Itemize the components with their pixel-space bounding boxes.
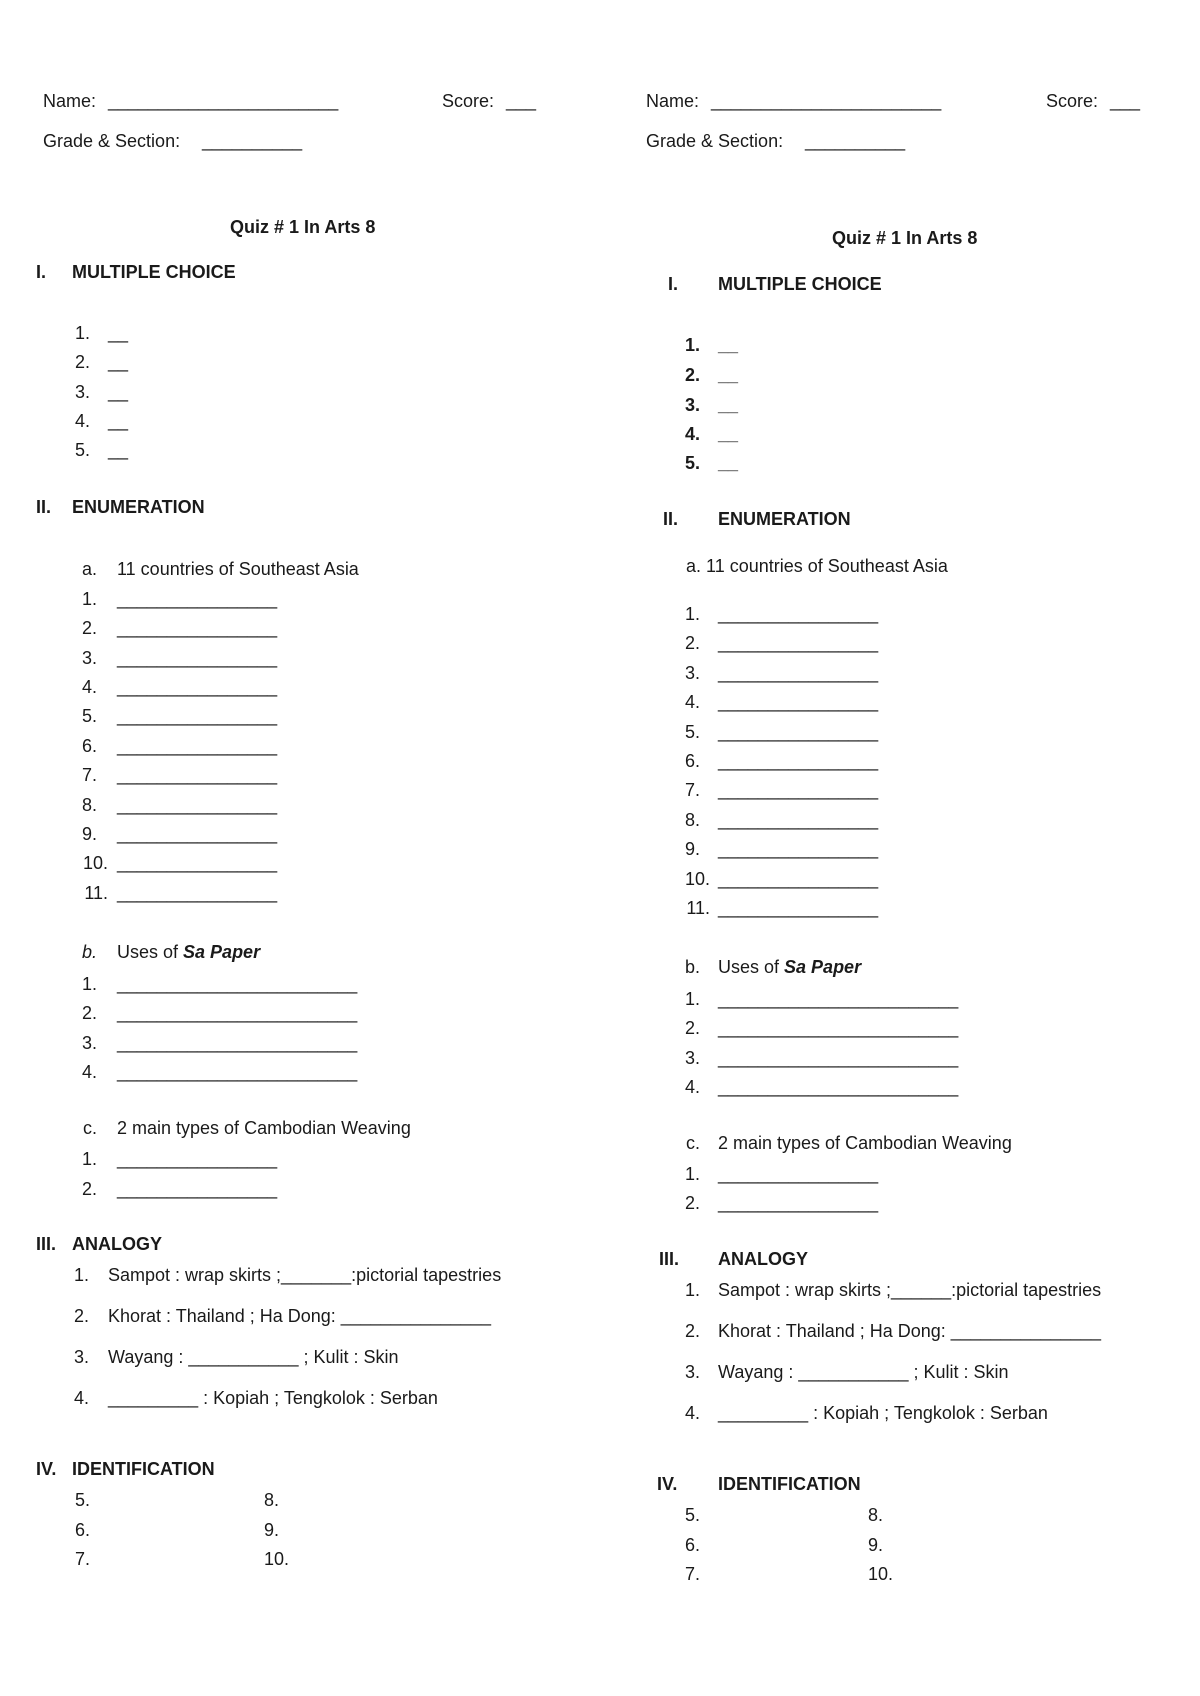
item-number: 5. xyxy=(684,453,700,473)
part-prompt xyxy=(718,958,861,976)
answer-blank: ________________ xyxy=(718,780,879,800)
item-number: 7. xyxy=(684,1564,700,1584)
item-number: 6. xyxy=(684,1535,700,1555)
item-number: 1. xyxy=(81,589,97,609)
section-numeral: II. xyxy=(663,509,679,529)
answer-blank: ________________________ xyxy=(718,989,959,1009)
analogy-text: _________ : Kopiah ; Tengkolok : Serban xyxy=(718,1403,1048,1423)
answer-blank: ________________________ xyxy=(718,1018,959,1038)
answer-blank: ________________ xyxy=(718,898,879,918)
part-prompt: 11 countries of Southeast Asia xyxy=(117,559,359,579)
answer-blank: ________________ xyxy=(117,883,278,903)
answer-blank: __ xyxy=(718,453,739,473)
section-numeral: IV. xyxy=(657,1474,678,1494)
item-number: 3. xyxy=(81,648,97,668)
answer-blank: ________________ xyxy=(718,751,879,771)
part-letter: b. xyxy=(684,957,700,977)
item-number: 2. xyxy=(684,1321,700,1341)
answer-blank: ________________ xyxy=(117,706,278,726)
item-number: 3. xyxy=(74,382,90,402)
item-number: 1. xyxy=(684,604,700,624)
part-prompt-text: Uses of xyxy=(117,942,184,962)
analogy-text: _________ : Kopiah ; Tengkolok : Serban xyxy=(108,1388,438,1408)
answer-blank: ________________ xyxy=(117,589,278,609)
item-number: 5. xyxy=(684,1505,700,1525)
section-heading: ENUMERATION xyxy=(72,497,205,517)
item-number: 4. xyxy=(684,692,700,712)
section-heading: IDENTIFICATION xyxy=(718,1474,861,1494)
part-letter: c. xyxy=(685,1133,700,1153)
answer-blank: ________________________ xyxy=(117,1062,358,1082)
item-number: 10. xyxy=(684,869,710,889)
score-label: Score: xyxy=(442,91,495,111)
quiz-title: Quiz # 1 In Arts 8 xyxy=(230,217,376,237)
answer-blank: ________________________ xyxy=(718,1048,959,1068)
section-numeral: IV. xyxy=(36,1459,57,1479)
answer-blank: ________________ xyxy=(718,839,879,859)
answer-blank: __ xyxy=(108,323,129,343)
part-prompt: 2 main types of Cambodian Weaving xyxy=(117,1118,411,1138)
item-number: 5. xyxy=(74,1490,90,1510)
section-heading: ANALOGY xyxy=(718,1249,808,1269)
answer-blank: ________________________ xyxy=(117,1003,358,1023)
answer-blank: __ xyxy=(718,424,739,444)
analogy-text: Wayang : ___________ ; Kulit : Skin xyxy=(108,1347,399,1367)
item-number: 10. xyxy=(264,1549,290,1569)
part-letter: c. xyxy=(82,1118,97,1138)
item-number: 7. xyxy=(74,1549,90,1569)
item-number: 1. xyxy=(81,1149,97,1169)
answer-blank: ________________ xyxy=(117,795,278,815)
answer-blank: ________________ xyxy=(718,692,879,712)
section-numeral: I. xyxy=(36,262,47,282)
section-numeral: II. xyxy=(36,497,52,517)
item-number: 2. xyxy=(684,633,700,653)
answer-blank: ________________ xyxy=(117,1149,278,1169)
item-number: 10. xyxy=(868,1564,894,1584)
part-prompt-emphasis: Sa Paper xyxy=(183,942,261,962)
answer-blank: ________________ xyxy=(117,618,278,638)
answer-blank: __ xyxy=(108,411,129,431)
item-number: 1. xyxy=(684,1280,700,1300)
item-number: 2. xyxy=(684,365,700,385)
item-number: 4. xyxy=(74,411,90,431)
item-number: 1. xyxy=(81,974,97,994)
name-blank: _______________________ xyxy=(108,91,339,111)
item-number: 11. xyxy=(686,898,710,918)
item-number: 7. xyxy=(81,765,97,785)
answer-blank: ________________ xyxy=(718,1193,879,1213)
part-letter: a. xyxy=(81,559,97,579)
answer-blank: ________________ xyxy=(117,824,278,844)
item-number: 9. xyxy=(684,839,700,859)
item-number: 9. xyxy=(81,824,97,844)
item-number: 2. xyxy=(684,1018,700,1038)
answer-blank: ________________ xyxy=(117,677,278,697)
item-number: 6. xyxy=(81,736,97,756)
section-heading: MULTIPLE CHOICE xyxy=(718,274,882,294)
answer-blank: __ xyxy=(718,365,739,385)
answer-blank: ________________ xyxy=(117,1179,278,1199)
item-number: 6. xyxy=(684,751,700,771)
item-number: 2. xyxy=(684,1193,700,1213)
analogy-text: Khorat : Thailand ; Ha Dong: _______________ xyxy=(718,1321,1101,1341)
section-heading: ENUMERATION xyxy=(718,509,851,529)
item-number: 3. xyxy=(684,395,700,415)
section-heading: MULTIPLE CHOICE xyxy=(72,262,236,282)
answer-blank: __ xyxy=(718,335,739,355)
part-letter: a. xyxy=(686,556,702,576)
analogy-text: Sampot : wrap skirts ;______:pictorial tapestries xyxy=(718,1280,1102,1300)
section-numeral: I. xyxy=(668,274,679,294)
part-prompt-text: Uses of xyxy=(718,957,785,977)
item-number: 4. xyxy=(684,1403,700,1423)
item-number: 3. xyxy=(684,663,700,683)
analogy-text: Sampot : wrap skirts ;_______:pictorial tapestries xyxy=(108,1265,502,1285)
item-number: 9. xyxy=(264,1520,280,1540)
item-number: 3. xyxy=(81,1033,97,1053)
item-number: 1. xyxy=(684,1164,700,1184)
section-numeral: III. xyxy=(659,1249,680,1269)
grade-section-blank: __________ xyxy=(805,131,906,151)
item-number: 4. xyxy=(684,424,700,444)
answer-blank: __ xyxy=(108,382,129,402)
name-label: Name: xyxy=(646,91,700,111)
answer-blank: ________________ xyxy=(117,853,278,873)
item-number: 7. xyxy=(684,780,700,800)
item-number: 2. xyxy=(73,1306,89,1326)
answer-blank: ________________ xyxy=(718,722,879,742)
answer-blank: ________________ xyxy=(117,736,278,756)
item-number: 8. xyxy=(81,795,97,815)
answer-blank: ________________ xyxy=(117,648,278,668)
part-prompt xyxy=(686,557,948,575)
item-number: 4. xyxy=(684,1077,700,1097)
answer-blank: ________________ xyxy=(718,1164,879,1184)
quiz-copy-right xyxy=(600,0,1200,1696)
part-prompt-emphasis: Sa Paper xyxy=(784,957,862,977)
item-number: 1. xyxy=(73,1265,89,1285)
item-number: 9. xyxy=(868,1535,884,1555)
item-number: 5. xyxy=(74,440,90,460)
section-heading: IDENTIFICATION xyxy=(72,1459,215,1479)
item-number: 1. xyxy=(684,335,700,355)
analogy-text: Khorat : Thailand ; Ha Dong: _______________ xyxy=(108,1306,491,1326)
score-blank: ___ xyxy=(506,91,537,111)
answer-blank: ________________ xyxy=(718,869,879,889)
item-number: 10. xyxy=(82,853,108,873)
name-label: Name: xyxy=(43,91,97,111)
item-number: 2. xyxy=(81,618,97,638)
score-label: Score: xyxy=(1046,91,1099,111)
answer-blank: __ xyxy=(108,352,129,372)
answer-blank: ________________ xyxy=(718,663,879,683)
item-number: 1. xyxy=(74,323,90,343)
item-number: 4. xyxy=(81,1062,97,1082)
item-number: 11. xyxy=(84,883,108,903)
item-number: 5. xyxy=(684,722,700,742)
grade-section-blank: __________ xyxy=(202,131,303,151)
answer-blank: ________________ xyxy=(718,810,879,830)
grade-section-label: Grade & Section: xyxy=(43,131,181,151)
item-number: 8. xyxy=(868,1505,884,1525)
part-letter: b. xyxy=(81,942,97,962)
quiz-title: Quiz # 1 In Arts 8 xyxy=(832,228,978,248)
answer-blank: ________________ xyxy=(718,633,879,653)
answer-blank: __ xyxy=(108,440,129,460)
part-prompt xyxy=(117,943,260,961)
item-number: 2. xyxy=(81,1003,97,1023)
grade-section-label: Grade & Section: xyxy=(646,131,784,151)
section-heading: ANALOGY xyxy=(72,1234,162,1254)
item-number: 4. xyxy=(81,677,97,697)
analogy-text: Wayang : ___________ ; Kulit : Skin xyxy=(718,1362,1009,1382)
item-number: 8. xyxy=(264,1490,280,1510)
answer-blank: ________________________ xyxy=(718,1077,959,1097)
item-number: 3. xyxy=(684,1362,700,1382)
section-numeral: III. xyxy=(36,1234,57,1254)
item-number: 2. xyxy=(81,1179,97,1199)
score-blank: ___ xyxy=(1110,91,1141,111)
answer-blank: ________________________ xyxy=(117,974,358,994)
answer-blank: ________________ xyxy=(117,765,278,785)
part-prompt-text: 11 countries of Southeast Asia xyxy=(706,556,948,576)
answer-blank: ________________________ xyxy=(117,1033,358,1053)
item-number: 5. xyxy=(81,706,97,726)
item-number: 2. xyxy=(74,352,90,372)
name-blank: _______________________ xyxy=(711,91,942,111)
item-number: 3. xyxy=(73,1347,89,1367)
item-number: 6. xyxy=(74,1520,90,1540)
answer-blank: ________________ xyxy=(718,604,879,624)
answer-blank: __ xyxy=(718,395,739,415)
item-number: 3. xyxy=(684,1048,700,1068)
part-prompt: 2 main types of Cambodian Weaving xyxy=(718,1133,1012,1153)
item-number: 4. xyxy=(73,1388,89,1408)
item-number: 8. xyxy=(684,810,700,830)
item-number: 1. xyxy=(684,989,700,1009)
